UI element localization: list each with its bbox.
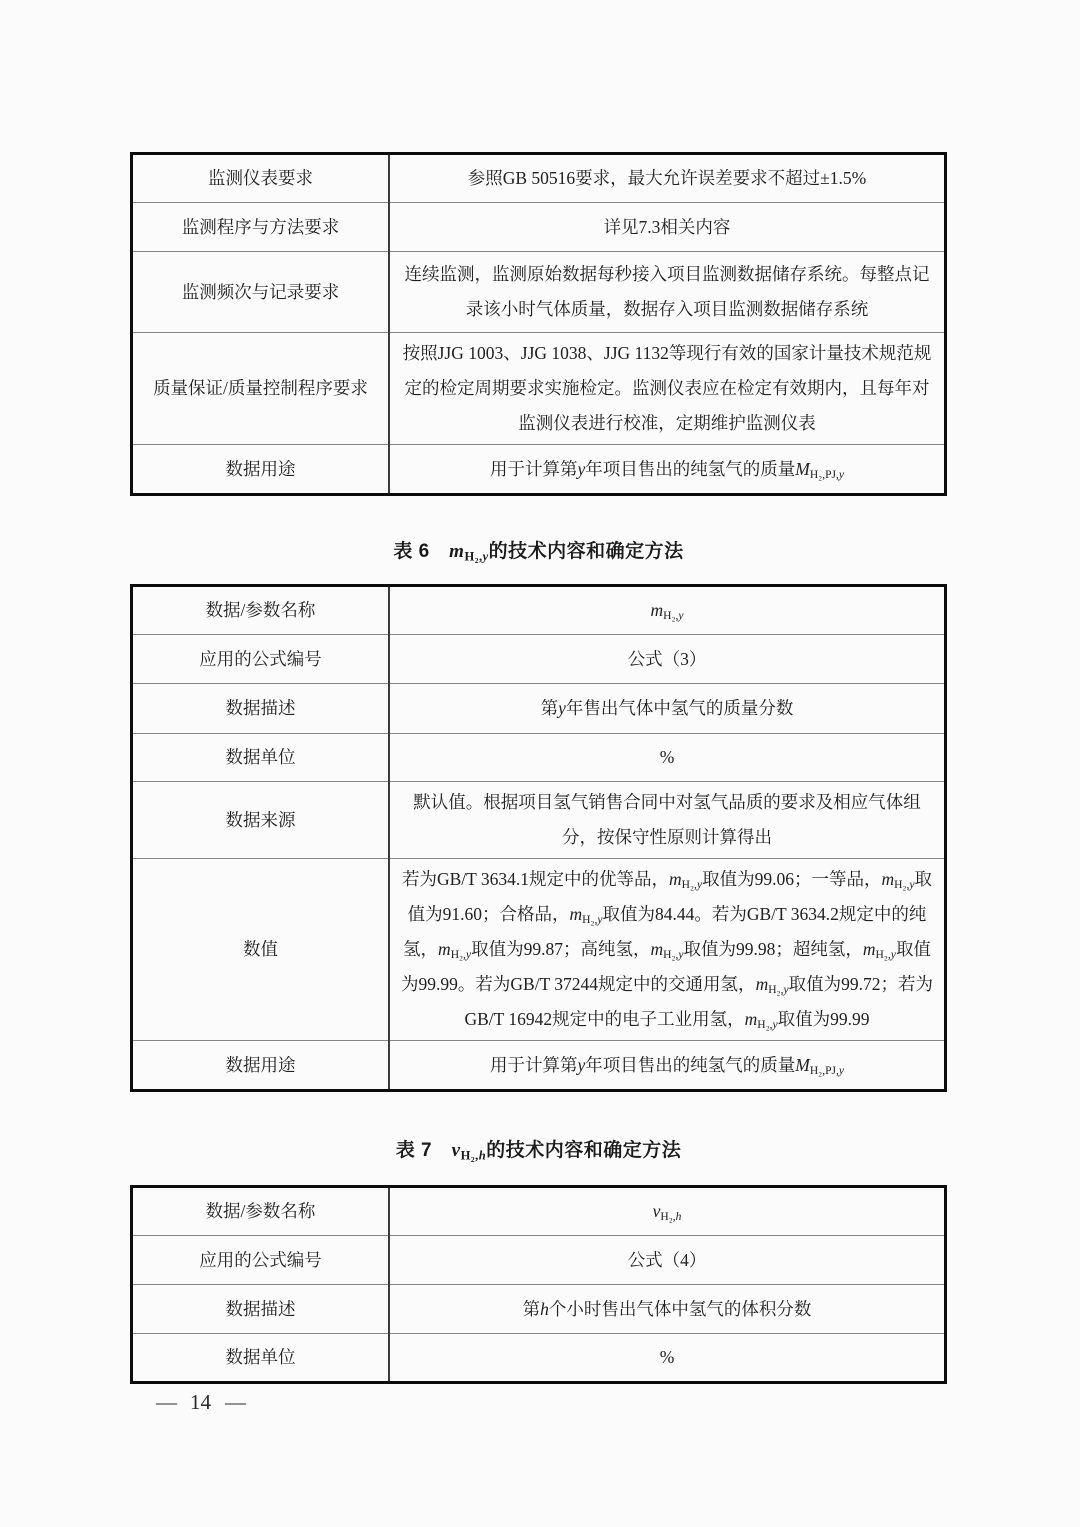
- table-row: [132, 203, 946, 252]
- row-label-cell: 监测频次与记录要求: [132, 252, 390, 333]
- table-row: [132, 333, 946, 445]
- row-label-cell: 数据描述: [132, 684, 390, 734]
- table-row: [132, 445, 946, 495]
- table6-caption: 表 6 $m_{H_2,y}$的技术内容和确定方法: [393, 541, 684, 564]
- footer-right-dash: —: [225, 1390, 245, 1414]
- table-row: [132, 635, 946, 684]
- row-value-cell: 若为GB/T 3634.1规定中的优等品，$m_{H_2,y}$取值为99.06；一等品，$m_{H_2,y}$取值为91.60；合格品，$m_{H_2,y}$取值为84.44。若为GB/T 3634.2规定中的纯氢，$m_{H_2,y}$取值为99.87；高纯氢，$m_{H_2,y}$取值为99.98；超纯氢，$m_{H_2,y}$取值为99.99。若为GB/T 37244规定中的交通用氢，$m_{H_2,y}$取值为99.72；若为GB/T 16942规定中的电子工业用氢，$m_{H_2,y}$取值为99.99: [389, 859, 946, 1041]
- table-row: [132, 252, 946, 333]
- row-label-cell: 应用的公式编号: [132, 635, 390, 684]
- row-value-cell: 第h个小时售出气体中氢气的体积分数: [389, 1285, 946, 1334]
- row-value-cell: %: [389, 734, 946, 782]
- table-row: [132, 859, 946, 1041]
- row-value-cell: 公式（4）: [389, 1236, 946, 1285]
- table-6: [130, 584, 947, 1092]
- table-row: [132, 1187, 946, 1236]
- page-content: [130, 0, 947, 1384]
- row-value-cell: 连续监测，监测原始数据每秒接入项目监测数据储存系统。每整点记录该小时气体质量，数据存入项目监测数据储存系统: [389, 252, 946, 333]
- row-label-cell: 数据来源: [132, 782, 390, 859]
- row-value-cell: 用于计算第y年项目售出的纯氢气的质量$M_{H_2,PJ,y}$: [389, 1041, 946, 1091]
- footer-left-dash: —: [156, 1390, 176, 1414]
- row-value-cell: $m_{H_2,y}$: [650, 600, 684, 623]
- row-label-cell: 质量保证/质量控制程序要求: [132, 333, 390, 445]
- table-row: [132, 1041, 946, 1091]
- row-label-cell: 监测仪表要求: [132, 154, 390, 203]
- table-row: [132, 734, 946, 782]
- row-value-cell: 按照JJG 1003、JJG 1038、JJG 1132等现行有效的国家计量技术规范规定的检定周期要求实施检定。监测仪表应在检定有效期内，且每年对监测仪表进行校准，定期维护监测仪表: [389, 333, 946, 445]
- row-label-cell: 数据/参数名称: [132, 1187, 390, 1236]
- table-row: [132, 1334, 946, 1383]
- row-label-cell: 数值: [132, 859, 390, 1041]
- row-value-cell: 公式（3）: [389, 635, 946, 684]
- row-value-cell: 用于计算第y年项目售出的纯氢气的质量$M_{H_2,PJ,y}$: [389, 445, 946, 495]
- row-label-cell: 监测程序与方法要求: [132, 203, 390, 252]
- row-label-cell: 数据用途: [132, 445, 390, 495]
- row-value-cell: 默认值。根据项目氢气销售合同中对氢气品质的要求及相应气体组分，按保守性原则计算得出: [389, 782, 946, 859]
- row-value-cell: 第y年售出气体中氢气的质量分数: [389, 684, 946, 734]
- row-label-cell: 数据/参数名称: [132, 586, 390, 635]
- table-row: [132, 1285, 946, 1334]
- row-value-cell: $v_{H_2,h}$: [652, 1201, 682, 1224]
- table-row: [132, 684, 946, 734]
- row-label-cell: 数据单位: [132, 734, 390, 782]
- table-7: [130, 1185, 947, 1384]
- table-row: [132, 782, 946, 859]
- page-number: 14: [190, 1390, 211, 1414]
- row-value-cell: 参照GB 50516要求，最大允许误差要求不超过±1.5%: [467, 168, 867, 188]
- table-row: [132, 586, 946, 635]
- row-label-cell: 数据用途: [132, 1041, 390, 1091]
- row-label-cell: 应用的公式编号: [132, 1236, 390, 1285]
- row-label-cell: 数据单位: [132, 1334, 390, 1383]
- table7-caption: 表 7 $v_{H_2,h}$的技术内容和确定方法: [395, 1140, 682, 1163]
- monitoring-requirements-table: [130, 152, 947, 496]
- page-number-footer: [142, 1390, 259, 1415]
- row-label-cell: 数据描述: [132, 1285, 390, 1334]
- table-row: [132, 1236, 946, 1285]
- row-value-cell: %: [389, 1334, 946, 1383]
- row-value-cell: 详见7.3相关内容: [389, 203, 946, 252]
- table-row: [132, 154, 946, 203]
